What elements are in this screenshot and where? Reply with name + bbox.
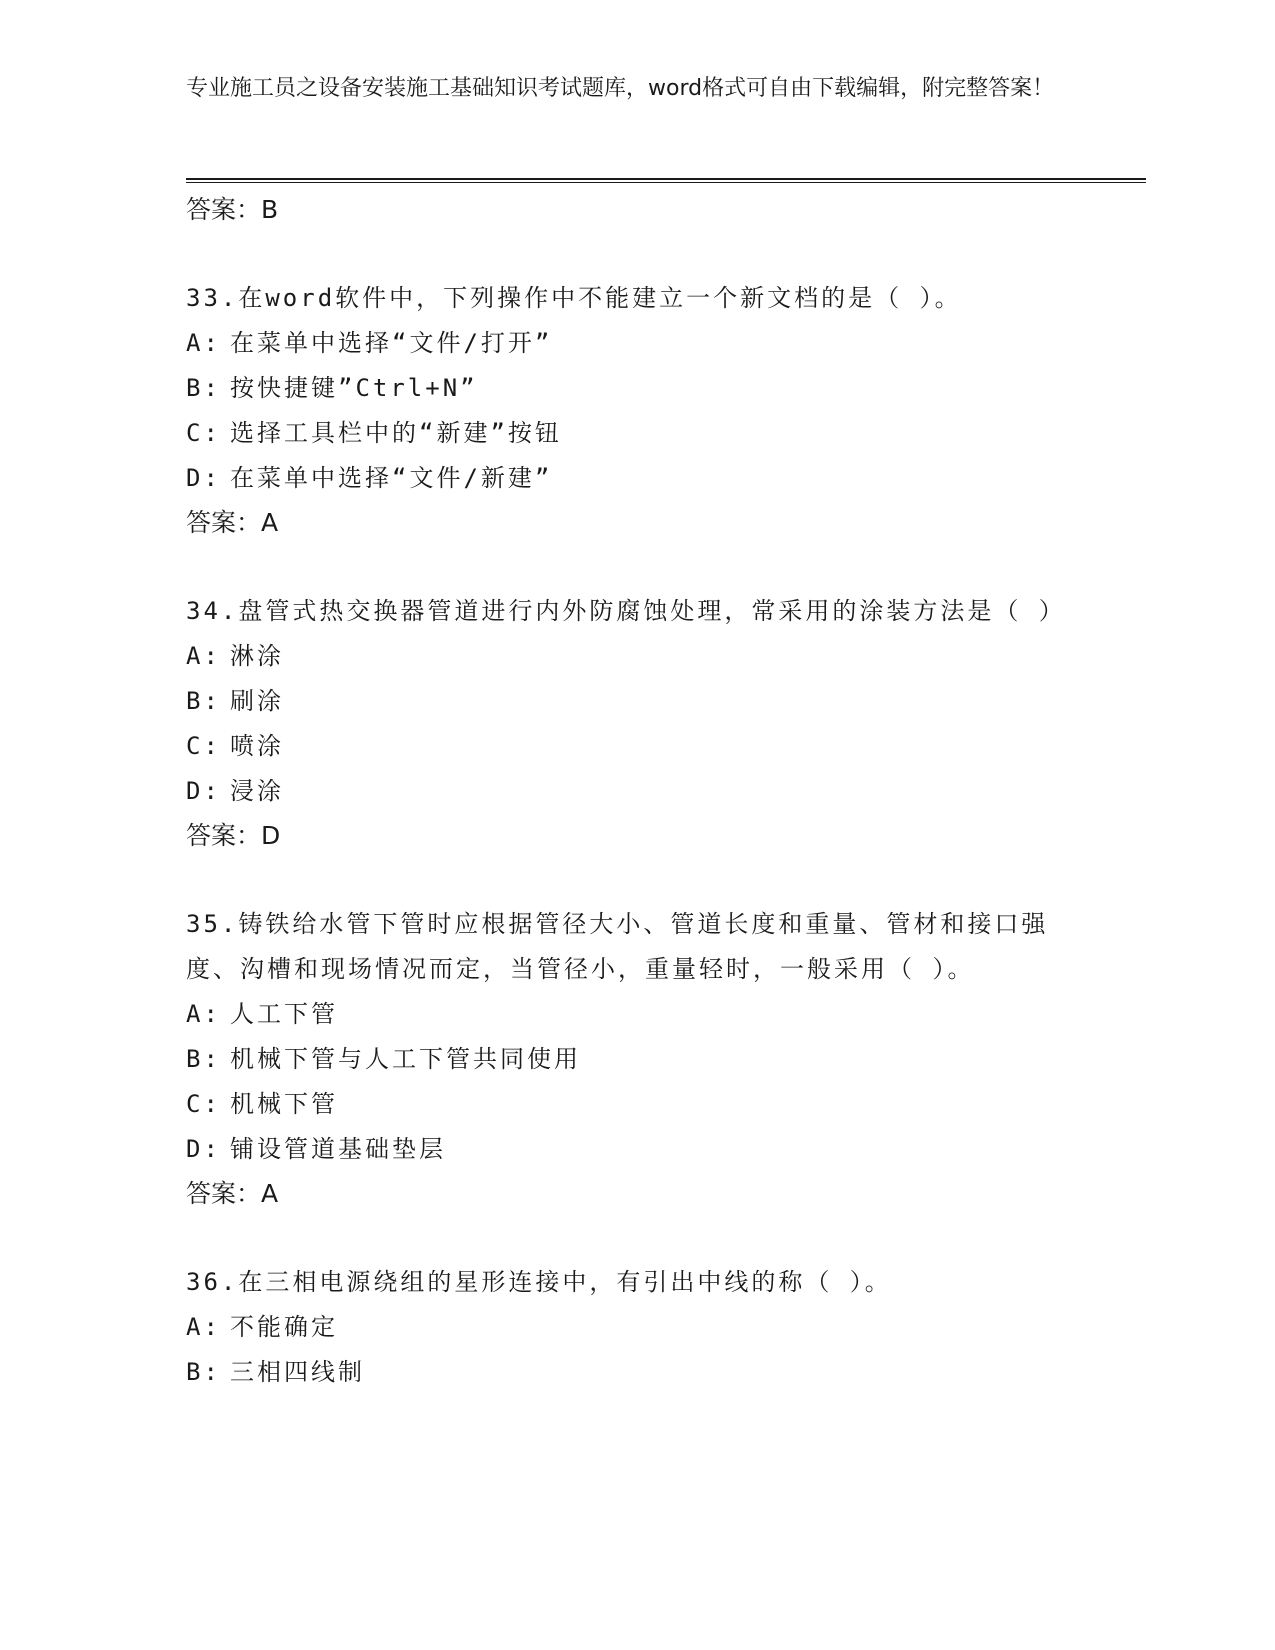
option-b — [186, 1037, 1086, 1082]
option-text: 喷涂 — [230, 732, 284, 760]
question-text: 33.在word软件中，下列操作中不能建立一个新文档的是（ ）。 — [186, 284, 962, 312]
header-rule-thick — [186, 178, 1146, 180]
answer-label: 答案： — [186, 1179, 262, 1208]
option-letter: B: — [186, 687, 221, 715]
answer-label: 答案： — [186, 821, 262, 850]
answer-line — [186, 1172, 1086, 1216]
option-text: 选择工具栏中的“新建”按钮 — [230, 419, 562, 447]
option-d — [186, 456, 1086, 501]
question-block — [186, 589, 1086, 814]
option-d — [186, 1127, 1086, 1172]
header-rule-thin — [186, 182, 1146, 183]
option-letter: B: — [186, 374, 221, 402]
answer-value: A — [261, 1179, 279, 1208]
option-c — [186, 1082, 1086, 1127]
option-text: 淋涂 — [230, 642, 284, 670]
option-letter: C: — [186, 419, 221, 447]
question-block — [186, 1260, 1086, 1395]
option-text: 在菜单中选择“文件/新建” — [230, 464, 553, 492]
answer-line — [186, 814, 1086, 858]
option-b — [186, 1350, 1086, 1395]
option-a — [186, 321, 1086, 366]
option-d — [186, 769, 1086, 814]
option-letter: A: — [186, 1313, 221, 1341]
option-a — [186, 634, 1086, 679]
answer-label: 答案： — [186, 508, 262, 537]
option-letter: A: — [186, 1000, 221, 1028]
answer-line — [186, 188, 1086, 232]
option-text: 机械下管与人工下管共同使用 — [230, 1045, 581, 1073]
option-text: 三相四线制 — [230, 1358, 365, 1386]
answer-line — [186, 501, 1086, 545]
option-letter: D: — [186, 777, 221, 805]
option-letter: D: — [186, 464, 221, 492]
option-text: 按快捷键”Ctrl+N” — [230, 374, 478, 402]
question-block — [186, 276, 1086, 501]
option-letter: B: — [186, 1045, 221, 1073]
option-letter: C: — [186, 1090, 221, 1118]
question-text: 35.铸铁给水管下管时应根据管径大小、管道长度和重量、管材和接口强度、沟槽和现场情况而定，当管径小，重量轻时，一般采用（ ）。 — [186, 910, 1049, 983]
option-b — [186, 366, 1086, 411]
question-list — [186, 188, 1086, 1395]
option-text: 在菜单中选择“文件/打开” — [230, 329, 553, 357]
option-text: 不能确定 — [230, 1313, 338, 1341]
page-header: 专业施工员之设备安装施工基础知识考试题库，word格式可自由下载编辑，附完整答案！ — [186, 76, 1055, 101]
option-letter: A: — [186, 642, 221, 670]
option-text: 浸涂 — [230, 777, 284, 805]
option-letter: C: — [186, 732, 221, 760]
option-c — [186, 724, 1086, 769]
question-block — [186, 902, 1086, 1172]
option-b — [186, 679, 1086, 724]
option-a — [186, 992, 1086, 1037]
answer-label: 答案： — [186, 195, 262, 224]
option-letter: A: — [186, 329, 221, 357]
option-letter: B: — [186, 1358, 221, 1386]
answer-value: B — [261, 195, 279, 224]
question-text: 34.盘管式热交换器管道进行内外防腐蚀处理，常采用的涂装方法是（ ） — [186, 597, 1066, 625]
question-text: 36.在三相电源绕组的星形连接中，有引出中线的称（ ）。 — [186, 1268, 892, 1296]
option-text: 机械下管 — [230, 1090, 338, 1118]
answer-value: A — [261, 508, 279, 537]
option-a — [186, 1305, 1086, 1350]
option-letter: D: — [186, 1135, 221, 1163]
answer-value: D — [261, 821, 281, 850]
option-text: 人工下管 — [230, 1000, 338, 1028]
option-c — [186, 411, 1086, 456]
option-text: 刷涂 — [230, 687, 284, 715]
option-text: 铺设管道基础垫层 — [230, 1135, 446, 1163]
